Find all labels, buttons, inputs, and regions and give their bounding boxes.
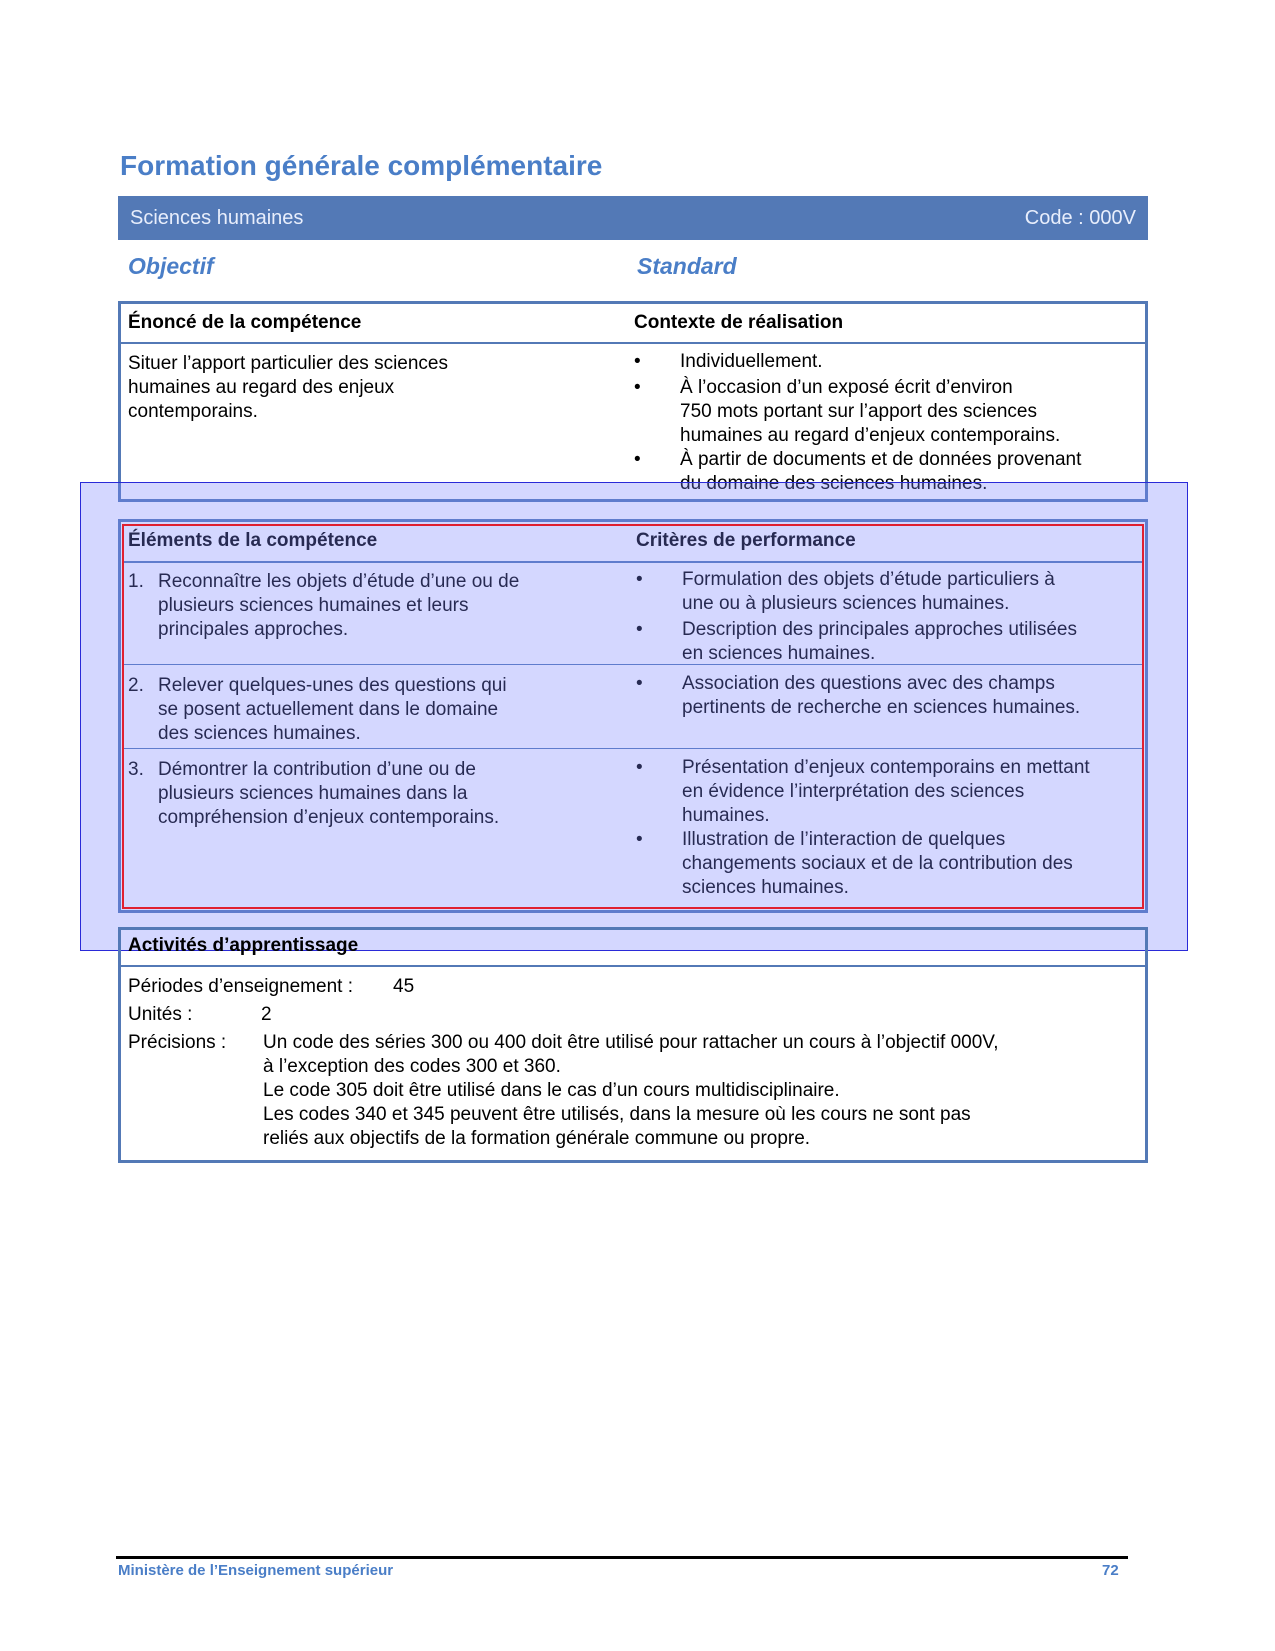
footer-publisher: Ministère de l’Enseignement supérieur xyxy=(118,1562,394,1579)
element-number: 3. xyxy=(128,759,144,780)
context-label: Contexte de réalisation xyxy=(634,312,844,333)
criterion-text: Illustration de l’interaction de quelques changements sociaux et de la contribution des sciences humaines. xyxy=(682,829,1073,898)
page-title: Formation générale complémentaire xyxy=(120,150,603,181)
discipline-name: Sciences humaines xyxy=(130,207,304,229)
criterion-text: Description des principales approches utilisées en sciences humaines. xyxy=(682,619,1077,664)
bullet-icon: • xyxy=(636,569,643,590)
bullet-icon: • xyxy=(636,829,643,850)
units-value: 2 xyxy=(261,1004,272,1025)
periods-value: 45 xyxy=(393,976,415,997)
statement-label: Énoncé de la compétence xyxy=(128,312,362,333)
element-text: Relever quelques-unes des questions qui se posent actuellement dans le domaine des sciences humaines. xyxy=(158,675,507,744)
element-text: Reconnaître les objets d’étude d’une ou de plusieurs sciences humaines et leurs principales approches. xyxy=(158,571,520,640)
list-item: À partir de documents et de données provenant du domaine des sciences humaines. xyxy=(680,449,1082,494)
footer-rule xyxy=(116,1556,1128,1559)
page-number: 72 xyxy=(1102,1562,1119,1579)
list-item: À l’occasion d’un exposé écrit d’environ 750 mots portant sur l’apport des sciences humaines au regard d’enjeux contemporains. xyxy=(680,377,1061,446)
element-number: 2. xyxy=(128,675,144,696)
periods-label: Périodes d’enseignement : xyxy=(128,976,353,997)
bullet-icon: • xyxy=(636,619,643,640)
activities-label: Activités d’apprentissage xyxy=(128,935,359,956)
precisions-label: Précisions : xyxy=(128,1032,227,1053)
objective-heading: Objectif xyxy=(128,253,214,279)
discipline-band xyxy=(118,196,1148,240)
criteria-label: Critères de performance xyxy=(636,530,856,551)
divider xyxy=(121,965,1145,967)
competence-statement: Situer l’apport particulier des sciences humaines au regard des enjeux contemporains. xyxy=(128,353,448,422)
bullet-icon: • xyxy=(634,377,641,398)
precisions-text: Un code des séries 300 ou 400 doit être utilisé pour rattacher un cours à l’objectif 000V, à l’exception des codes 300 et 360. Le code 305 doit être utilisé dans le cas d’un cours multidisciplinaire. Les codes 340 et 345 peuvent être utilisés, dans la mesure où les cours ne sont pas reliés aux objectifs de la formation générale commune ou propre. xyxy=(263,1032,999,1149)
criterion-text: Association des questions avec des champs pertinents de recherche en sciences humaines. xyxy=(682,673,1081,718)
selection-outline xyxy=(122,524,1144,909)
element-text: Démontrer la contribution d’une ou de plusieurs sciences humaines dans la compréhension d’enjeux contemporains. xyxy=(158,759,500,828)
divider xyxy=(121,342,1145,344)
standard-heading: Standard xyxy=(637,253,737,279)
bullet-icon: • xyxy=(636,757,643,778)
bullet-icon: • xyxy=(634,351,641,372)
criterion-text: Présentation d’enjeux contemporains en mettant en évidence l’interprétation des sciences humaines. xyxy=(682,757,1090,826)
discipline-code: Code : 000V xyxy=(1024,207,1136,229)
bullet-icon: • xyxy=(636,673,643,694)
criterion-text: Formulation des objets d’étude particuliers à une ou à plusieurs sciences humaines. xyxy=(682,569,1055,614)
element-number: 1. xyxy=(128,571,144,592)
units-label: Unités : xyxy=(128,1004,193,1025)
bullet-icon: • xyxy=(634,449,641,470)
elements-label: Éléments de la compétence xyxy=(128,530,378,551)
list-item: Individuellement. xyxy=(680,351,823,372)
